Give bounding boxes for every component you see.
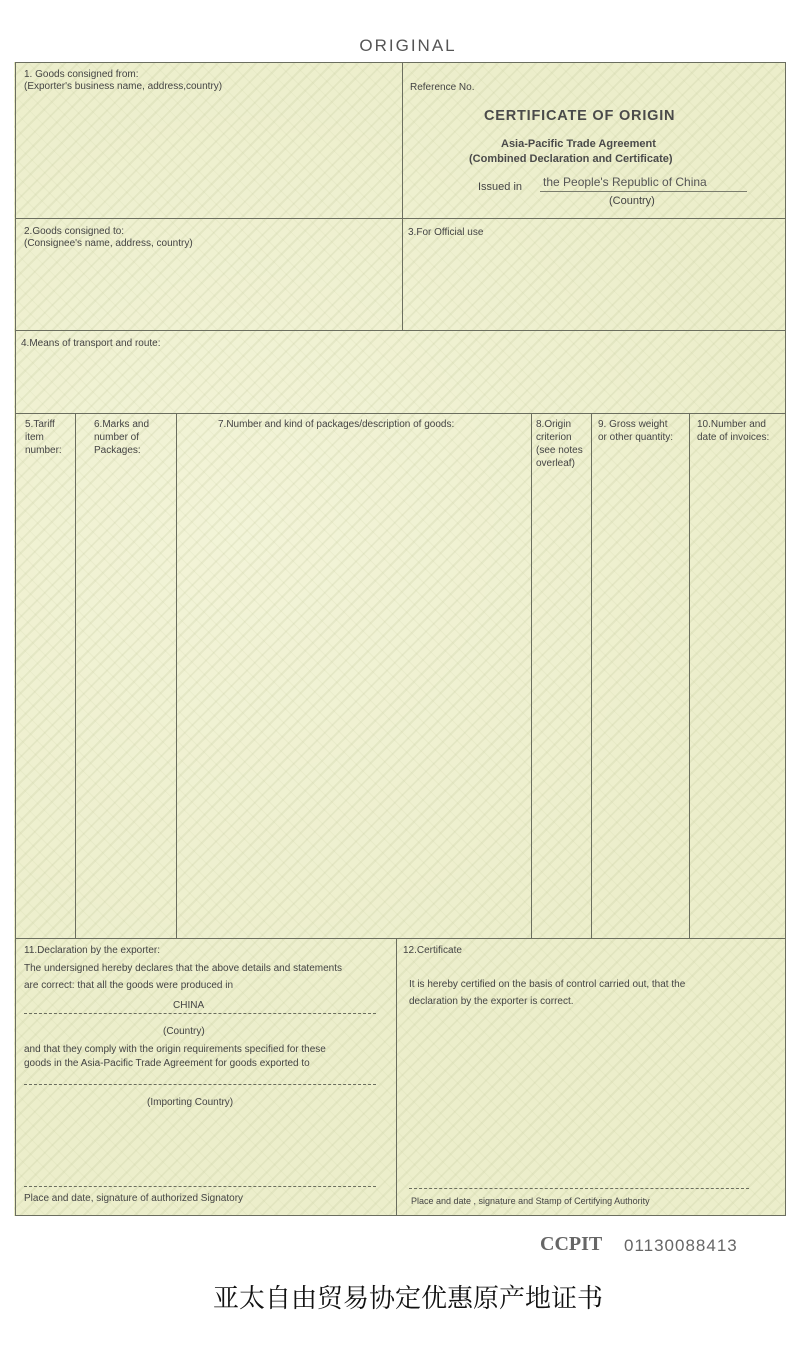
box1-subtitle: (Exporter's business name, address,country) [24, 81, 223, 92]
importing-country-label: (Importing Country) [147, 1097, 234, 1108]
col8-header: 8.Origin criterion (see notes overleaf) [536, 419, 583, 469]
importing-country-rule [24, 1084, 376, 1085]
produced-in-country-label: (Country) [163, 1026, 205, 1037]
box11-signature-rule [24, 1186, 376, 1187]
caption: 亚太自由贸易协定优惠原产地证书 [212, 1284, 603, 1314]
issued-in-country-label: (Country) [609, 195, 655, 207]
box4-title: 4.Means of transport and route: [21, 338, 161, 349]
col7-header: 7.Number and kind of packages/description of goods: [218, 419, 455, 430]
box11-line2: are correct: that all the goods were produced in [24, 980, 234, 991]
certificate-title: CERTIFICATE OF ORIGIN [484, 108, 676, 124]
serial-number: 01130088413 [624, 1236, 738, 1255]
original-label: ORIGINAL [359, 36, 457, 55]
box11-line4: goods in the Asia-Pacific Trade Agreement for goods exported to [24, 1058, 310, 1069]
box2-title: 2.Goods consigned to: [24, 226, 125, 237]
col9-header: 9. Gross weight or other quantity: [598, 419, 674, 443]
box11-title: 11.Declaration by the exporter: [24, 945, 161, 956]
produced-in-rule [24, 1013, 376, 1014]
box12-line2: declaration by the exporter is correct. [409, 996, 574, 1007]
ccpit-label: CCPIT [540, 1233, 603, 1255]
issued-in-label: Issued in [478, 181, 523, 193]
issued-in-value: the People's Republic of China [543, 175, 707, 189]
combined-declaration: (Combined Declaration and Certificate) [469, 153, 673, 165]
box12-line1: It is hereby certified on the basis of control carried out, that the [409, 979, 686, 990]
box2-subtitle: (Consignee's name, address, country) [24, 238, 193, 249]
col10-header: 10.Number and date of invoices: [697, 419, 770, 443]
produced-in-value: CHINA [173, 1000, 205, 1011]
box12-signature-rule [409, 1188, 749, 1189]
box12-title: 12.Certificate [403, 945, 462, 956]
col5-header: 5.Tariff item number: [25, 419, 62, 456]
agreement-name: Asia-Pacific Trade Agreement [501, 138, 656, 150]
reference-label: Reference No. [410, 82, 475, 93]
box3-title: 3.For Official use [408, 227, 484, 238]
box11-line1: The undersigned hereby declares that the above details and statements [24, 963, 342, 974]
box12-signature-label: Place and date , signature and Stamp of Certifying Authority [411, 1196, 650, 1206]
box11-line3: and that they comply with the origin requirements specified for these [24, 1044, 326, 1055]
box1-title: 1. Goods consigned from: [24, 69, 139, 80]
col6-header: 6.Marks and number of Packages: [94, 419, 150, 456]
box11-signature-label: Place and date, signature of authorized Signatory [24, 1193, 244, 1204]
issued-in-rule [540, 191, 747, 192]
